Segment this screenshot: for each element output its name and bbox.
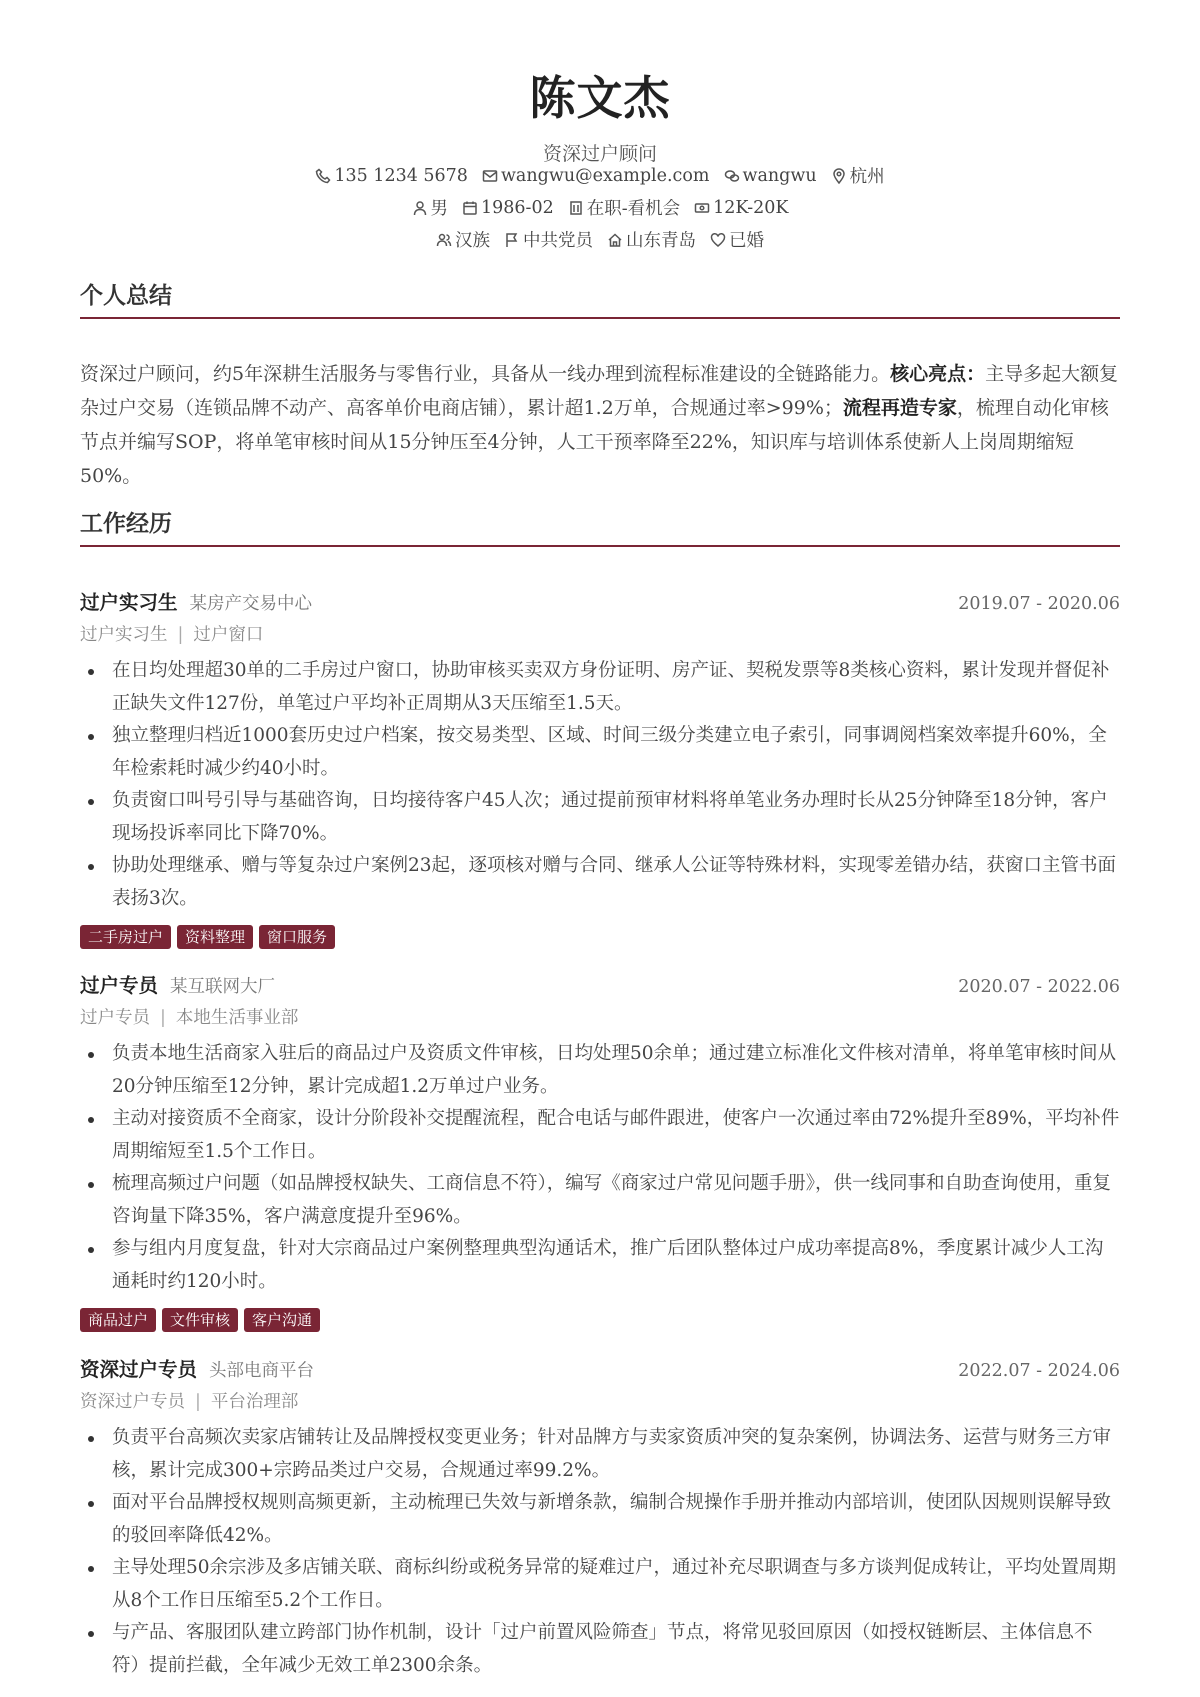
political-text: 中共党员 — [523, 231, 593, 251]
job-role: 过户专员 — [80, 974, 159, 997]
summary-part-3: ，梳理自动化审核节点并编写SOP，将单笔审核时间从15分钟压至4分钟，人工干预率降至22%，知识库与培训体系使新人上岗周期缩短50%。 — [80, 397, 1109, 487]
ethnicity-item — [436, 227, 490, 252]
summary-text — [80, 357, 1120, 493]
summary-part-1: 资深过户顾问，约5年深耕生活服务与零售行业，具备从一线办理到流程标准建设的全链路能力。 — [80, 363, 891, 385]
birth-item — [462, 198, 554, 218]
marital-item — [710, 227, 764, 252]
building-icon — [568, 200, 584, 216]
job-bullets — [80, 1038, 1120, 1298]
status-item — [568, 195, 680, 220]
heart-icon — [710, 232, 726, 248]
list-item: 主动对接资质不全商家，设计分阶段补交提醒流程，配合电话与邮件跟进，使客户一次通过率由72%提升至89%，平均补件周期缩短至1.5个工作日。 — [80, 1103, 1120, 1168]
job-entry — [80, 587, 1120, 949]
job-entry — [80, 970, 1120, 1332]
list-item: 协助处理继承、赠与等复杂过户案例23起，逐项核对赠与合同、继承人公证等特殊材料，实现零差错办结，获窗口主管书面表扬3次。 — [80, 850, 1120, 915]
separator: | — [177, 625, 184, 645]
flag-icon — [504, 232, 520, 248]
political-item — [504, 227, 593, 252]
hometown-text: 山东青岛 — [626, 231, 696, 251]
salary-text: 12K-20K — [713, 197, 789, 218]
list-item: 负责平台高频次卖家店铺转让及品牌授权变更业务；针对品牌方与卖家资质冲突的复杂案例，协调法务、运营与财务三方审核，累计完成300+宗跨品类过户交易，合规通过率99.2%。 — [80, 1422, 1120, 1487]
gender-text: 男 — [430, 199, 449, 219]
job-bullets — [80, 1422, 1120, 1682]
email-text: wangwu@example.com — [500, 165, 710, 186]
list-item: 独立整理归档近1000套历史过户档案，按交易类型、区域、时间三级分类建立电子索引，同事调阅档案效率提升60%，全年检索耗时减少约40小时。 — [80, 720, 1120, 785]
status-text: 在职-看机会 — [586, 199, 681, 219]
job-tags — [80, 925, 1120, 949]
wechat-item[interactable] — [724, 166, 817, 186]
separator: | — [195, 1392, 201, 1412]
hometown-item — [607, 227, 696, 252]
skill-tag: 文件审核 — [162, 1308, 238, 1332]
summary-divider — [80, 317, 1120, 319]
user-icon — [412, 200, 428, 216]
location-text: 杭州 — [849, 167, 885, 187]
wechat-text: wangwu — [742, 165, 817, 186]
summary-highlight-2: 流程再造专家 — [842, 397, 957, 419]
list-item: 负责本地生活商家入驻后的商品过户及资质文件审核，日均处理50余单；通过建立标准化文件核对清单，将单笔审核时间从20分钟压缩至12分钟，累计完成超1.2万单过户业务。 — [80, 1038, 1120, 1103]
marital-text: 已婚 — [729, 231, 764, 251]
job-date: 2019.07 - 2020.06 — [958, 594, 1120, 614]
job-role: 资深过户专员 — [80, 1358, 198, 1381]
job-tags — [80, 1308, 1120, 1332]
summary-heading: 个人总结 — [80, 282, 172, 309]
gender-item — [412, 195, 449, 220]
list-item: 面对平台品牌授权规则高频更新，主动梳理已失效与新增条款，编制合规操作手册并推动内部培训，使团队因规则误解导致的驳回率降低42%。 — [80, 1487, 1120, 1552]
salary-item — [694, 198, 788, 218]
job-department: 过户窗口 — [193, 625, 264, 645]
job-department: 本地生活事业部 — [175, 1008, 299, 1028]
job-header — [80, 587, 1120, 617]
job-entry — [80, 1354, 1120, 1682]
contact-row — [0, 163, 1200, 188]
job-title: 资深过户顾问 — [542, 143, 657, 165]
phone-icon — [315, 168, 331, 184]
job-department: 平台治理部 — [210, 1392, 299, 1412]
wechat-icon — [724, 168, 740, 184]
calendar-icon — [462, 200, 478, 216]
job-position: 过户实习生 — [80, 625, 168, 645]
job-company: 某房产交易中心 — [189, 594, 313, 614]
job-position: 资深过户专员 — [80, 1392, 185, 1412]
job-company: 某互联网大厂 — [170, 977, 276, 997]
home-icon — [607, 232, 623, 248]
experience-heading: 工作经历 — [80, 510, 172, 537]
job-company: 头部电商平台 — [209, 1361, 315, 1381]
ethnicity-text: 汉族 — [455, 231, 490, 251]
job-header — [80, 970, 1120, 1000]
summary-highlight-1: 核心亮点： — [890, 363, 986, 385]
list-item: 与产品、客服团队建立跨部门协作机制，设计「过户前置风险筛查」节点，将常见驳回原因（如授权链断层、主体信息不符）提前拦截，全年减少无效工单2300余条。 — [80, 1617, 1120, 1682]
job-position-line — [80, 1386, 1120, 1418]
phone-item[interactable] — [315, 166, 468, 186]
skill-tag: 二手房过户 — [80, 925, 171, 949]
mail-icon — [482, 168, 498, 184]
extra-row — [0, 227, 1200, 252]
job-date: 2022.07 - 2024.06 — [958, 1361, 1120, 1381]
candidate-name: 陈文杰 — [529, 71, 671, 125]
personal-row — [0, 195, 1200, 220]
list-item: 参与组内月度复盘，针对大宗商品过户案例整理典型沟通话术，推广后团队整体过户成功率提高8%，季度累计减少人工沟通耗时约120小时。 — [80, 1233, 1120, 1298]
job-role: 过户实习生 — [80, 591, 178, 614]
skill-tag: 客户沟通 — [244, 1308, 320, 1332]
location-item — [831, 163, 885, 188]
separator: | — [160, 1008, 166, 1028]
list-item: 在日均处理超30单的二手房过户窗口，协助审核买卖双方身份证明、房产证、契税发票等8类核心资料，累计发现并督促补正缺失文件127份，单笔过户平均补正周期从3天压缩至1.5天。 — [80, 655, 1120, 720]
job-date: 2020.07 - 2022.06 — [958, 977, 1120, 997]
job-position: 过户专员 — [80, 1008, 150, 1028]
skill-tag: 窗口服务 — [259, 925, 335, 949]
job-position-line — [80, 1002, 1120, 1034]
skill-tag: 资料整理 — [177, 925, 253, 949]
summary-part-2: 主导多起大额复杂过户交易（连锁品牌不动产、高客单价电商店铺），累计超1.2万单，合规通过率>99%； — [80, 363, 1119, 419]
email-item[interactable] — [482, 166, 710, 186]
people-icon — [436, 232, 452, 248]
skill-tag: 商品过户 — [80, 1308, 156, 1332]
location-icon — [831, 168, 847, 184]
job-bullets — [80, 655, 1120, 915]
list-item: 梳理高频过户问题（如品牌授权缺失、工商信息不符），编写《商家过户常见问题手册》，供一线同事和自助查询使用，重复咨询量下降35%，客户满意度提升至96%。 — [80, 1168, 1120, 1233]
experience-divider — [80, 545, 1120, 547]
phone-text: 135 1234 5678 — [334, 165, 468, 186]
job-position-line — [80, 619, 1120, 651]
job-header — [80, 1354, 1120, 1384]
list-item: 主导处理50余宗涉及多店铺关联、商标纠纷或税务异常的疑难过户，通过补充尽职调查与多方谈判促成转让，平均处置周期从8个工作日压缩至5.2个工作日。 — [80, 1552, 1120, 1617]
money-icon — [694, 200, 710, 216]
list-item: 负责窗口叫号引导与基础咨询，日均接待客户45人次；通过提前预审材料将单笔业务办理时长从25分钟降至18分钟，客户现场投诉率同比下降70%。 — [80, 785, 1120, 850]
birth-text: 1986-02 — [481, 197, 554, 218]
